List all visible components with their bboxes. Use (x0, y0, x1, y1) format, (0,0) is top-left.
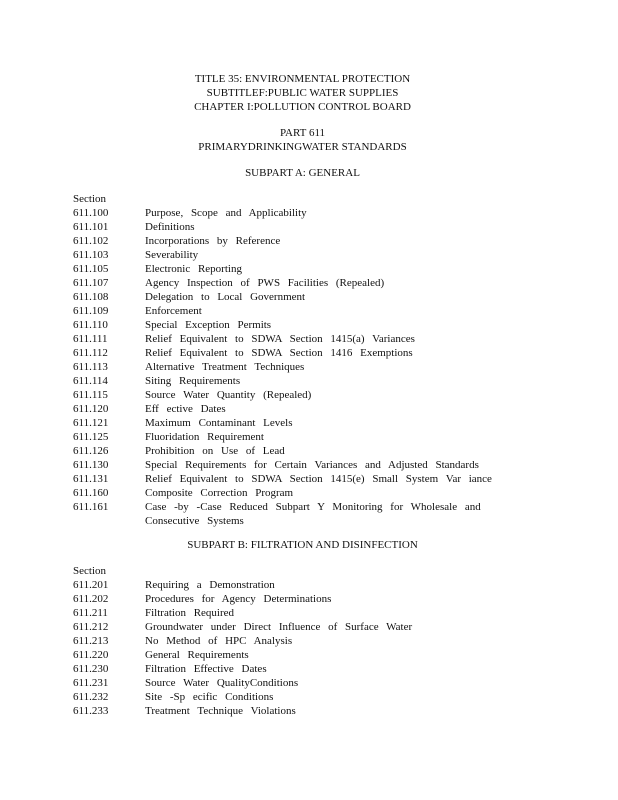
section-number: 611.231 (73, 677, 109, 689)
section-title: Electronic Reporting (145, 263, 242, 275)
section-title: Agency Inspection of PWS Facilities (Repealed) (145, 277, 385, 289)
section-number: 611.160 (73, 487, 109, 499)
section-title: Source Water Quantity (Repealed) (145, 389, 312, 401)
subpart-b-section-label: Section (73, 565, 106, 577)
section-number: 611.232 (73, 691, 109, 703)
section-entry (73, 262, 533, 276)
section-number: 611.110 (73, 319, 108, 331)
section-title: Source Water QualityConditions (145, 677, 299, 689)
section-title: Site -Sp ecific Conditions (145, 691, 274, 703)
section-title: Maximum Contaminant Levels (145, 417, 293, 429)
section-number: 611.161 (73, 501, 109, 513)
section-entry (73, 374, 533, 388)
section-title: Relief Equivalent to SDWA Section 1415(e) Small System Var iance (145, 473, 492, 485)
section-entry (73, 430, 533, 444)
section-title: Case -by -Case Reduced Subpart Y Monitoring for Wholesale and Consecutive Systems (145, 501, 481, 527)
section-title: General Requirements (145, 649, 249, 661)
section-entry (73, 248, 533, 262)
section-entry (73, 472, 533, 486)
section-number: 611.230 (73, 663, 109, 675)
section-number: 611.108 (73, 291, 109, 303)
section-entry (73, 444, 533, 458)
section-title: Relief Equivalent to SDWA Section 1415(a) Variances (145, 333, 415, 345)
section-entry (73, 578, 533, 592)
section-entry (73, 290, 533, 304)
section-title: Prohibition on Use of Lead (145, 445, 285, 457)
section-entry (73, 690, 533, 704)
section-number: 611.131 (73, 473, 109, 485)
section-title: Incorporations by Reference (145, 235, 281, 247)
section-number: 611.114 (73, 375, 108, 387)
section-title: Treatment Technique Violations (145, 705, 296, 717)
subpart-a-heading: SUBPART A: GENERAL (245, 167, 360, 179)
section-title: Fluoridation Requirement (145, 431, 264, 443)
section-title: Eff ective Dates (145, 403, 226, 415)
section-number: 611.115 (73, 389, 108, 401)
section-number: 611.212 (73, 621, 109, 633)
section-number: 611.113 (73, 361, 108, 373)
section-entry (73, 276, 533, 290)
section-title: Definitions (145, 221, 195, 233)
section-entry (73, 402, 533, 416)
section-title: Special Exception Permits (145, 319, 272, 331)
section-number: 611.107 (73, 277, 109, 289)
section-number: 611.120 (73, 403, 109, 415)
section-number: 611.111 (73, 333, 108, 345)
title-line: TITLE 35: ENVIRONMENTAL PROTECTION (194, 73, 411, 85)
section-title: Severability (145, 249, 199, 261)
section-entry (73, 388, 533, 402)
section-title: Siting Requirements (145, 375, 241, 387)
section-entry (73, 220, 533, 234)
section-entry (73, 500, 533, 528)
section-number: 611.105 (73, 263, 109, 275)
section-entry (73, 662, 533, 676)
section-title: Special Requirements for Certain Variances and Adjusted Standards (145, 459, 479, 471)
subpart-b-heading: SUBPART B: FILTRATION AND DISINFECTION (187, 539, 418, 551)
subpart-a-section-list (73, 206, 533, 528)
section-entry (73, 676, 533, 690)
section-title: Alternative Treatment Techniques (145, 361, 305, 373)
section-entry (73, 592, 533, 606)
section-entry (73, 332, 533, 346)
section-title: Enforcement (145, 305, 202, 317)
section-number: 611.112 (73, 347, 108, 359)
section-entry (73, 416, 533, 430)
section-number: 611.233 (73, 705, 109, 717)
section-number: 611.125 (73, 431, 109, 443)
section-title: Composite Correction Program (145, 487, 294, 499)
section-number: 611.213 (73, 635, 109, 647)
section-entry (73, 346, 533, 360)
section-title: Delegation to Local Government (145, 291, 306, 303)
subpart-b-section-list (73, 578, 533, 718)
section-entry (73, 704, 533, 718)
section-entry (73, 206, 533, 220)
section-number: 611.130 (73, 459, 109, 471)
section-number: 611.100 (73, 207, 109, 219)
section-number: 611.202 (73, 593, 109, 605)
section-number: 611.103 (73, 249, 109, 261)
section-title: Relief Equivalent to SDWA Section 1416 Exemptions (145, 347, 413, 359)
section-number: 611.126 (73, 445, 109, 457)
subpart-a-section-label: Section (73, 193, 106, 205)
section-title: No Method of HPC Analysis (145, 635, 293, 647)
section-number: 611.121 (73, 417, 109, 429)
section-title: Procedures for Agency Determinations (145, 593, 332, 605)
section-entry (73, 634, 533, 648)
section-title: Filtration Required (145, 607, 235, 619)
part-title: PRIMARYDRINKINGWATER STANDARDS (198, 141, 407, 153)
section-entry (73, 486, 533, 500)
section-entry (73, 648, 533, 662)
chapter-line: CHAPTER I:POLLUTION CONTROL BOARD (194, 101, 411, 113)
section-number: 611.211 (73, 607, 108, 619)
section-entry (73, 234, 533, 248)
section-number: 611.109 (73, 305, 109, 317)
section-entry (73, 360, 533, 374)
section-number: 611.101 (73, 221, 109, 233)
section-entry (73, 304, 533, 318)
section-entry (73, 620, 533, 634)
section-title: Purpose, Scope and Applicability (145, 207, 307, 219)
section-entry (73, 606, 533, 620)
section-number: 611.220 (73, 649, 109, 661)
section-number: 611.201 (73, 579, 109, 591)
section-number: 611.102 (73, 235, 109, 247)
part-number: PART 611 (279, 127, 326, 139)
section-entry (73, 458, 533, 472)
section-title: Groundwater under Direct Influence of Surface Water (145, 621, 413, 633)
section-entry (73, 318, 533, 332)
section-title: Filtration Effective Dates (145, 663, 267, 675)
section-title: Requiring a Demonstration (145, 579, 275, 591)
subtitle-line: SUBTITLEF:PUBLIC WATER SUPPLIES (206, 87, 399, 99)
